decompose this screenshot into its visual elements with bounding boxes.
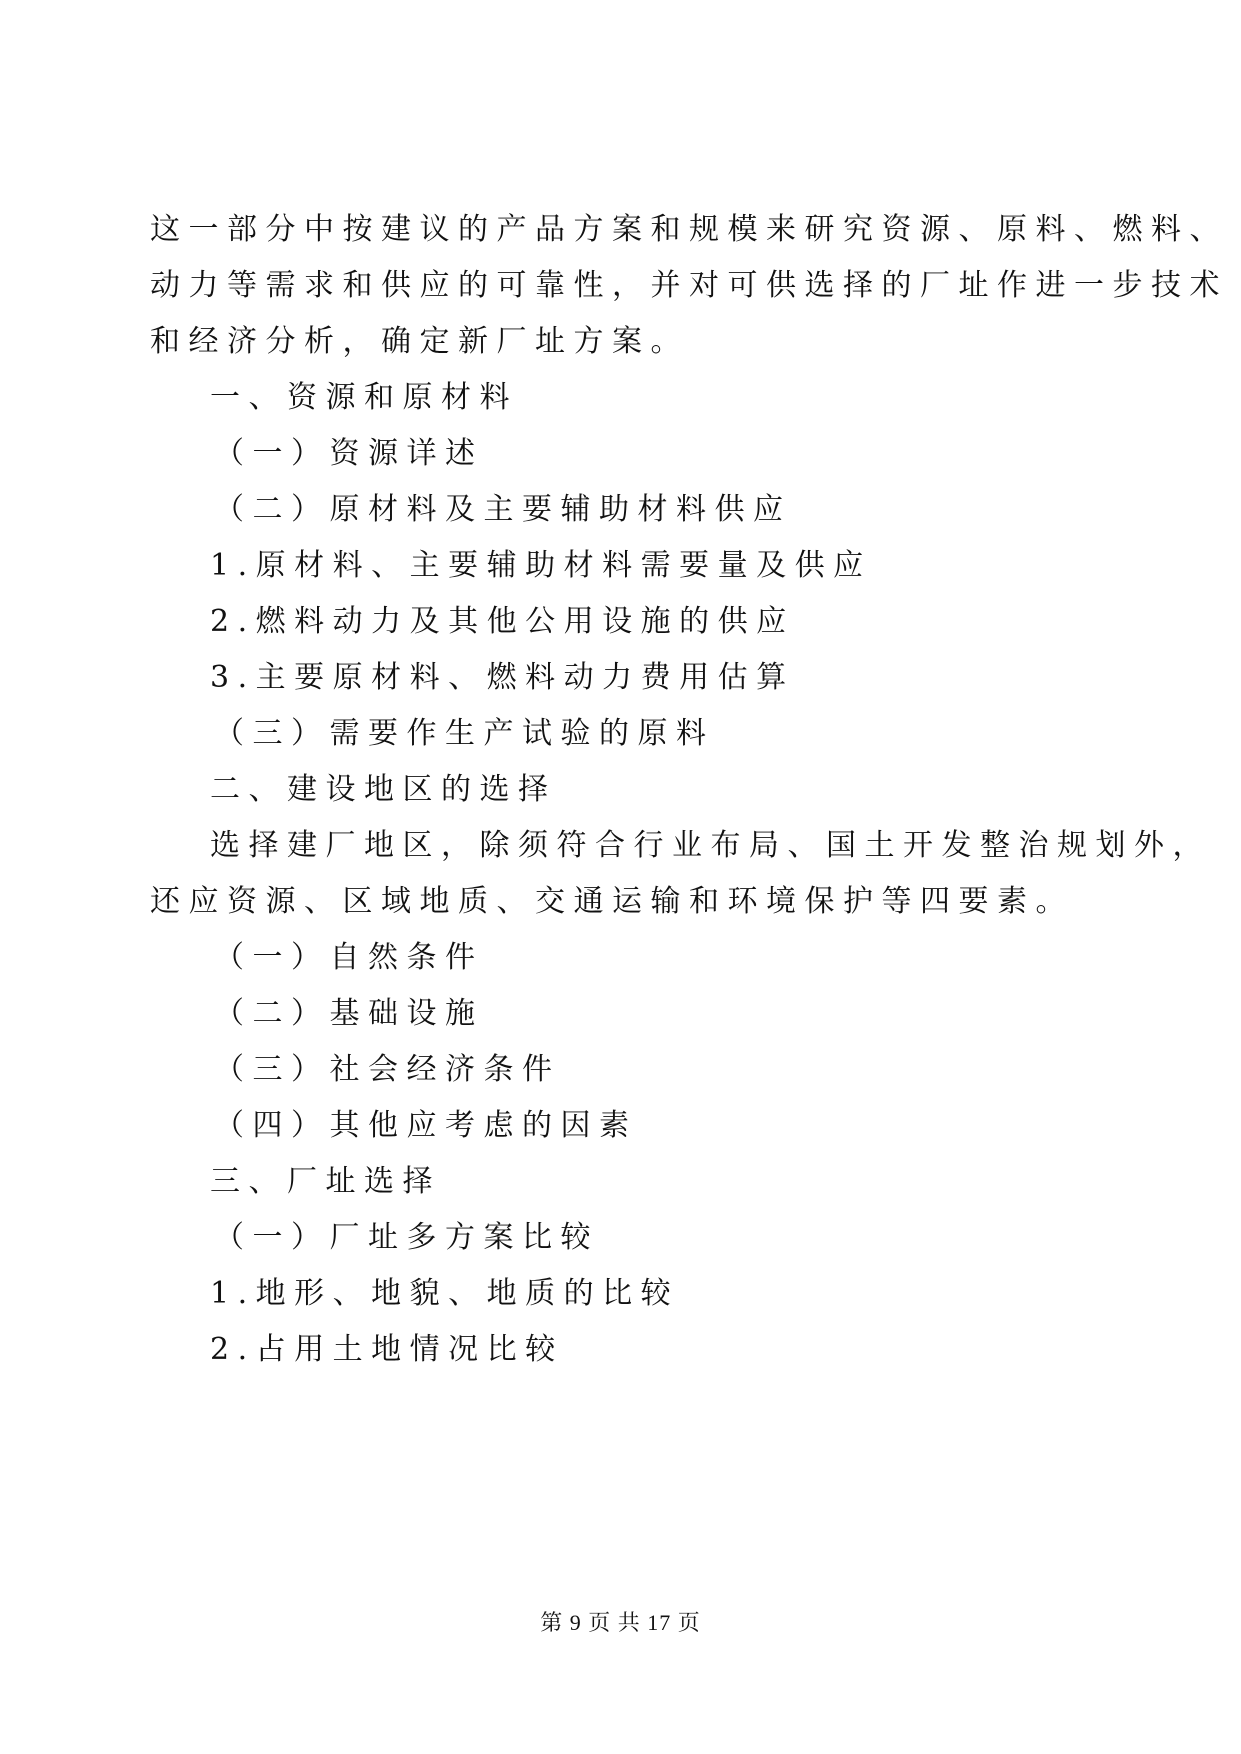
subsection-2-3: （三）社会经济条件 [214,1052,561,1087]
subsection-1-3: （三）需要作生产试验的原料 [214,716,715,751]
subsection-3-1: （一）厂址多方案比较 [214,1220,599,1255]
subsection-1-2: （二）原材料及主要辅助材料供应 [214,492,792,527]
subsection-2-1: （一）自然条件 [214,940,484,975]
region-para-line-2: 还应资源、区域地质、交通运输和环境保护等四要素。 [150,884,1074,919]
intro-line-2: 动力等需求和供应的可靠性，并对可供选择的厂址作进一步技术 [150,268,1228,303]
list-item-2: 2.燃料动力及其他公用设施的供应 [210,604,795,639]
region-para-line-1: 选择建厂地区，除须符合行业布局、国土开发整治规划外， [210,828,1211,863]
list-item-5: 2.占用土地情况比较 [210,1332,564,1367]
page-footer: 第 9 页 共 17 页 [540,1610,701,1635]
section-heading-2: 二、建设地区的选择 [210,772,557,807]
subsection-1-1: （一）资源详述 [214,436,484,471]
intro-line-3: 和经济分析，确定新厂址方案。 [150,324,689,359]
intro-line-1: 这一部分中按建议的产品方案和规模来研究资源、原料、燃料、 [150,212,1228,247]
list-item-3: 3.主要原材料、燃料动力费用估算 [210,660,795,695]
list-item-4: 1.地形、地貌、地质的比较 [210,1276,680,1311]
subsection-2-4: （四）其他应考虑的因素 [214,1108,638,1143]
section-heading-1: 一、资源和原材料 [210,380,518,415]
subsection-2-2: （二）基础设施 [214,996,484,1031]
section-heading-3: 三、厂址选择 [210,1164,441,1199]
list-item-1: 1.原材料、主要辅助材料需要量及供应 [210,548,872,583]
